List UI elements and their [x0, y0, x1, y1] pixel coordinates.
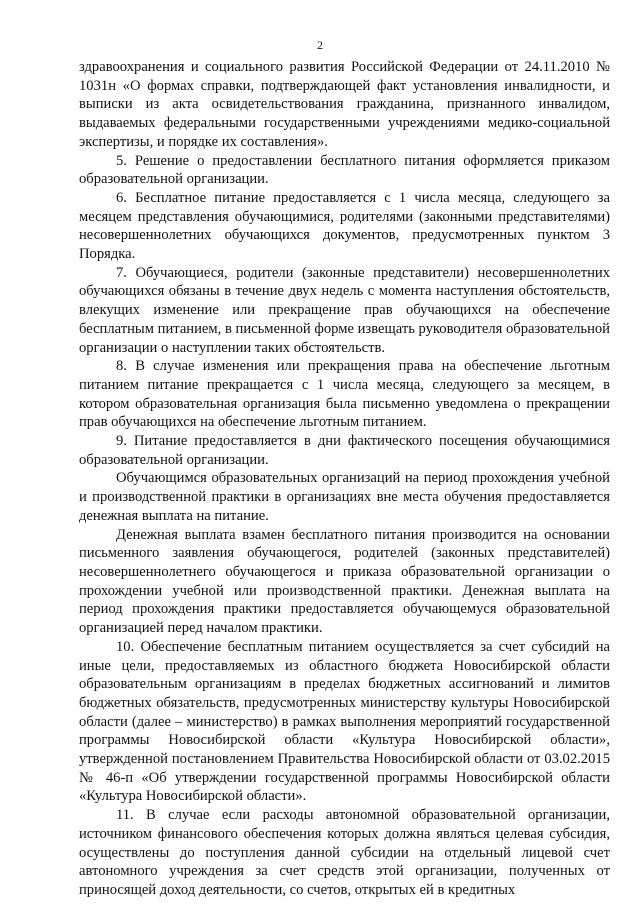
- paragraph-item-9: 9. Питание предоставляется в дни фактического посещения обучающимися образовательной организации.: [79, 433, 610, 468]
- page-number: 2: [317, 38, 323, 52]
- paragraph-item-8: 8. В случае изменения или прекращения права на обеспечение льготным питанием питание прекращается с 1 числа месяца, следующего за месяцем, в котором образовательная организация была письменно уведомлена о прекращении прав обучающихся на обеспечение льготным питанием.: [79, 358, 610, 431]
- paragraph-practice-payment: Обучающимся образовательных организаций на период прохождения учебной и производственной практики в организациях вне места обучения предоставляется денежная выплата на питание.: [79, 470, 610, 524]
- paragraph-item-6: 6. Бесплатное питание предоставляется с 1 числа месяца, следующего за месяцем представления обучающимися, родителями (законными представителями) несовершеннолетних обучающихся документов, предусмотренных пунктом 3 Порядка.: [79, 189, 610, 263]
- paragraph-item-7: 7. Обучающиеся, родители (законные представители) несовершеннолетних обучающихся обязаны в течение двух недель с момента наступления обстоятельств, влекущих изменение или прекращение прав обучающихся на обеспечение бесплатным питанием, в письменной форме извещать руководителя образовательной организации о наступлении таких обстоятельств.: [79, 264, 610, 356]
- paragraph-item-11: 11. В случае если расходы автономной образовательной организации, источником финансового обеспечения которых должна являться целевая субсидия, осуществлены до поступления данной субсидии на отдельный лицевой счет автономного учреждения за счет средств этой организации, полученных от приносящей доход деятельности, со счетов, открытых ей в кредитных: [79, 807, 610, 898]
- document-body: [79, 58, 610, 900]
- paragraph-cash-payment: Денежная выплата взамен бесплатного питания производится на основании письменного заявления обучающегося, родителей (законных представителей) несовершеннолетнего обучающегося и приказа образовательной организации о прохождении учебной или производственной практики. Денежная выплата на период прохождения практики предоставляется обучающемуся образовательной организацией перед началом практики.: [79, 526, 610, 637]
- paragraph-item-10: 10. Обеспечение бесплатным питанием осуществляется за счет субсидий на иные цели, предоставляемых из областного бюджета Новосибирской области образовательным организациям в пределах бюджетных ассигнований и лимитов бюджетных обязательств, предусмотренных министерству культуры Новосибирской области (далее – министерство) в рамках выполнения мероприятий государственной программы Новосибирской области «Культура Новосибирской области», утвержденной постановлением Правительства Новосибирской области от 03.02.2015 № 46-п «Об утверждении государственной программы Новосибирской области «Культура Новосибирской области».: [79, 638, 610, 805]
- paragraph-continuation: здравоохранения и социального развития Российской Федерации от 24.11.2010 № 1031н «О формах справки, подтверждающей факт установления инвалидности, и выписки из акта освидетельствования гражданина, признанного инвалидом, выдаваемых федеральными государственными учреждениями медико-социальной экспертизы, и порядке их составления».: [79, 59, 610, 150]
- paragraph-item-5: 5. Решение о предоставлении бесплатного питания оформляется приказом образовательной организации.: [79, 152, 610, 188]
